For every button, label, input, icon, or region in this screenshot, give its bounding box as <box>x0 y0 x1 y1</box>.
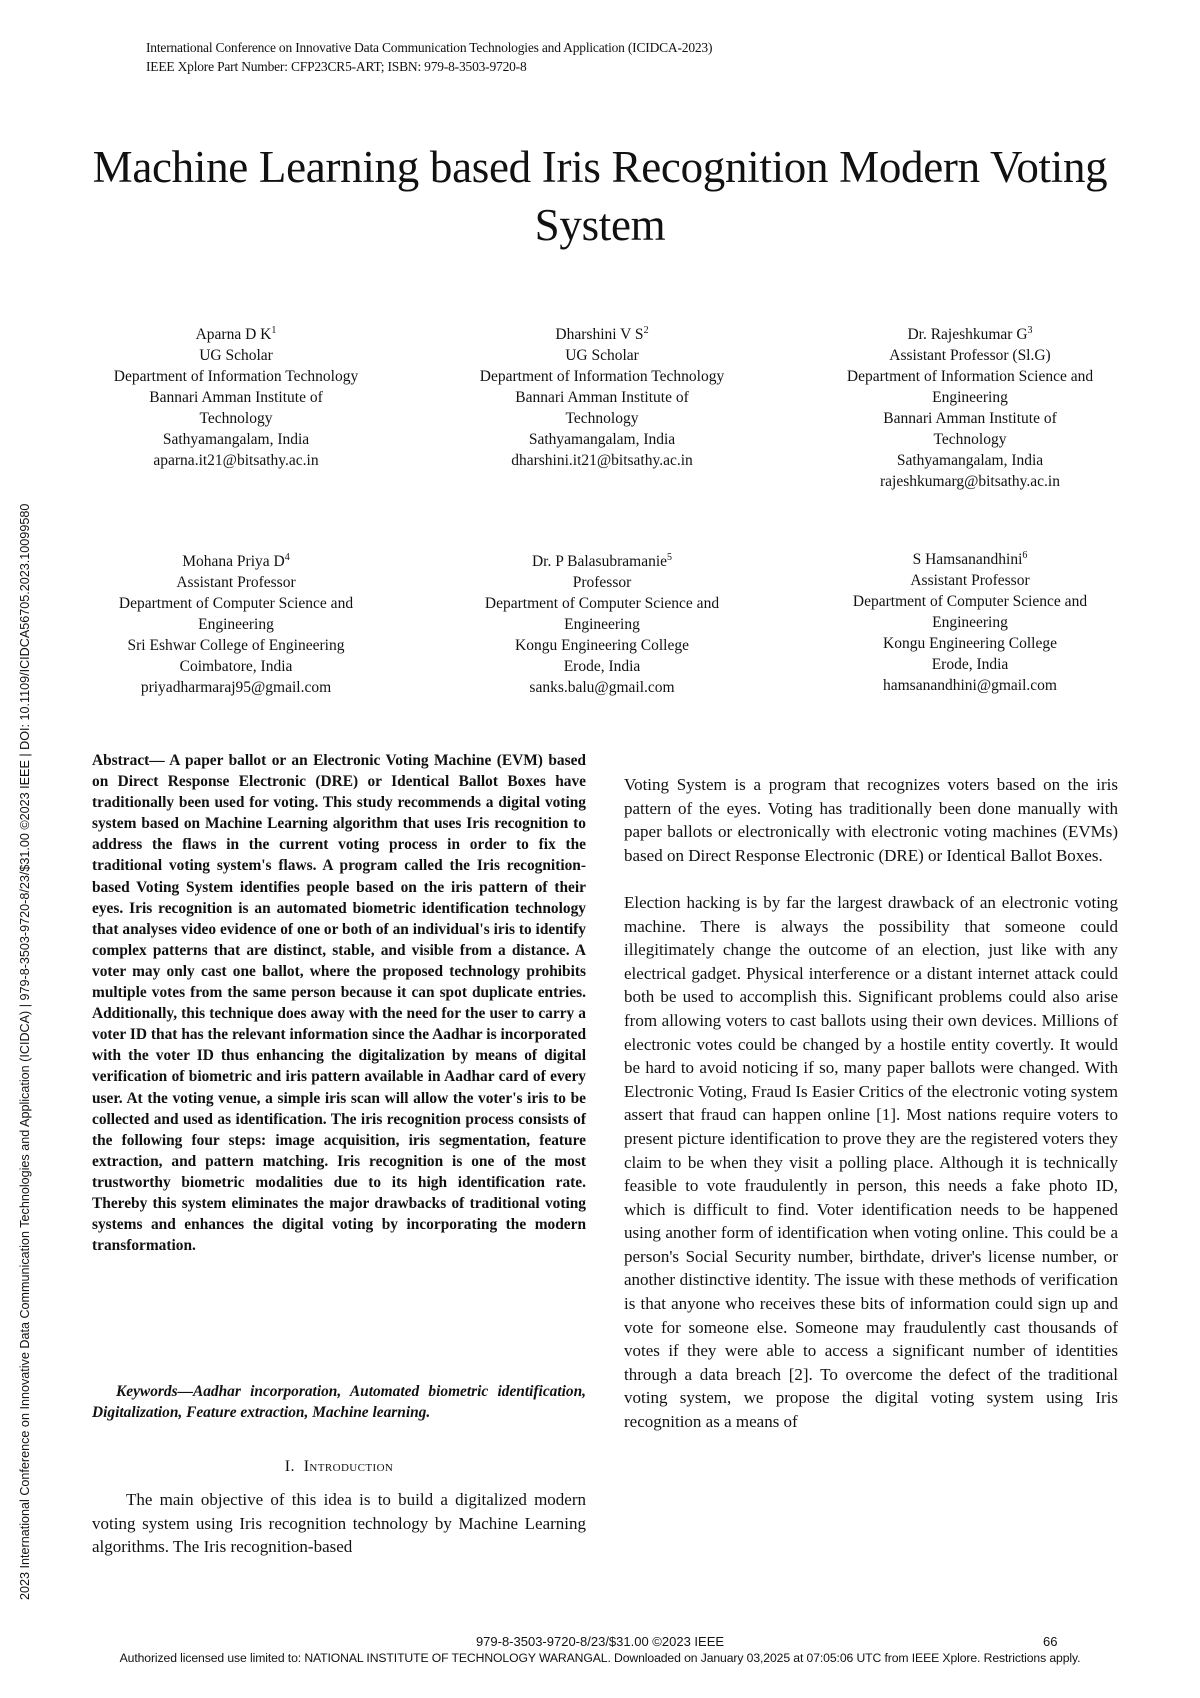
paper-title: Machine Learning based Iris Recognition Modern Voting System <box>92 142 1108 250</box>
author-line: Department of Information Technology <box>479 368 725 386</box>
author-block <box>442 547 762 698</box>
conference-header <box>146 38 712 76</box>
author-line: Technology <box>565 410 639 428</box>
header-line-2: IEEE Xplore Part Number: CFP23CR5-ART; ISBN: 979-8-3503-9720-8 <box>146 59 527 74</box>
author-line: Kongu Engineering College <box>883 635 1057 653</box>
author-line: Sathyamangalam, India <box>162 431 310 449</box>
author-name: S Hamsanandhini$^6$ <box>912 550 1028 569</box>
author-line: Department of Computer Science and <box>852 593 1088 611</box>
author-line: Department of Computer Science and <box>484 595 720 613</box>
intro-paragraph: The main objective of this idea is to build a digitalized modern voting system using Iris recognition technology by Machine Learning algorithms. The Iris recognition-based <box>92 1490 586 1556</box>
author-email: sanks.balu@gmail.com <box>529 679 675 697</box>
author-line: Engineering <box>198 616 274 634</box>
author-line: Sri Eshwar College of Engineering <box>127 637 345 655</box>
author-email: hamsanandhini@gmail.com <box>883 677 1057 695</box>
author-line: Sathyamangalam, India <box>896 452 1044 470</box>
author-line: Technology <box>199 410 273 428</box>
abstract: Abstract— A paper ballot or an Electronic Voting Machine (EVM) based on Direct Response Electronic (DRE) or Identical Ballot Boxes have traditionally been used for voting. This study recommends a digital voting system based on Machine Learning algorithm that uses Iris recognition to address the flaws in the current voting process in order to fix the traditional voting system's flaws. A program called the Iris recognition-based Voting System identifies people based on the iris pattern of their eyes. Iris recognition is an automated biometric identification technology that analyses video evidence of one or both of an individual's iris to identify complex patterns that are distinct, stable, and visible from a distance. A voter may only cast one ballot, where the proposed technology prohibits multiple votes from the same person because it can spot duplicate entries. Additionally, this technique does away with the need for the user to carry a voter ID that has the relevant information since the Aadhar is incorporated with the voter ID thus enhancing the digitalization by means of digital verification of biometric and iris pattern available in Aadhar card of every user. At the voting venue, a simple iris scan will allow the voter's iris to be collected and used as identification. The iris recognition process consists of the following four steps: image acquisition, iris segmentation, feature extraction, and pattern matching. Iris recognition is one of the most trustworthy biometric modalities due to its high identification rate. Thereby this system eliminates the major drawbacks of traditional voting systems and enhances the digital voting by incorporating the modern transformation. <box>92 752 586 1255</box>
author-line: Technology <box>933 431 1007 449</box>
author-line: Engineering <box>932 614 1008 632</box>
author-line: Department of Information Science and <box>846 368 1094 386</box>
author-block <box>810 320 1130 492</box>
author-line: Assistant Professor <box>910 572 1030 590</box>
author-line: Bannari Amman Institute of <box>883 410 1057 428</box>
author-line: Erode, India <box>931 656 1009 674</box>
author-email: rajeshkumarg@bitsathy.ac.in <box>880 473 1060 491</box>
section-title: Introduction <box>303 1458 394 1475</box>
keywords: Keywords—Aadhar incorporation, Automated biometric identification, Digitalization, Feature extraction, Machine learning. <box>92 1383 586 1422</box>
page-number: 66 <box>1043 1634 1058 1649</box>
author-block <box>76 320 396 471</box>
header-line-1: International Conference on Innovative Data Communication Technologies and Application (ICIDCA-2023) <box>146 40 713 55</box>
author-line: Bannari Amman Institute of <box>149 389 323 407</box>
author-line: Engineering <box>564 616 640 634</box>
section-heading <box>92 1458 586 1476</box>
body-paragraph: Voting System is a program that recognizes voters based on the iris pattern of the eyes. Voting has traditionally been done manually with paper ballots or electronically with electronic voting machines (EVMs) based on Direct Response Electronic (DRE) or Identical Ballot Boxes. <box>624 775 1118 865</box>
author-line: Professor <box>572 574 632 592</box>
author-line: Assistant Professor (Sl.G) <box>889 347 1051 365</box>
author-email: priyadharmaraj95@gmail.com <box>140 679 332 697</box>
author-block <box>810 545 1130 696</box>
side-doi-text: 2023 International Conference on Innovative Data Communication Technologies and Application (ICIDCA) | 979-8-3503-9720-8/23/$31.00 ©2023 IEEE | DOI: 10.1109/ICIDCA56705.2023.10099580 <box>18 503 32 1600</box>
author-name: Dharshini V $S^2$ <box>555 325 649 344</box>
body-paragraph: Election hacking is by far the largest drawback of an electronic voting machine. There is always the possibility that someone could illegitimately change the outcome of an election, just like with any electrical gadget. Physical interference or a distant internet attack could both be used to accomplish this. Significant problems could also arise from allowing voters to cast ballots using their own devices. Millions of electronic votes could be changed by a hostile entity covertly. It would be hard to avoid noticing if so, many paper ballots were changed. With Electronic Voting, Fraud Is Easier Critics of the electronic voting system assert that fraud can happen online [1]. Most nations require voters to present picture identification to prove they are the registered voters they claim to be when they visit a polling place. Although it is technically feasible to vote fraudulently in person, this needs a fake photo ID, which is difficult to find. Voter identification needs to be happened using another form of identification when voting online. This could be a person's Social Security number, birthdate, driver's license number, or another distinctive identity. The issue with these methods of verification is that anyone who receives these bits of information could sign up and vote for someone else. Someone may fraudulently cast thousands of votes if they were able to access a significant number of identities through a data breach [2]. To overcome the defect of the traditional voting system, we propose the digital voting system using Iris recognition as a means of <box>624 892 1118 1432</box>
right-column <box>624 773 1118 1434</box>
author-line: Coimbatore, India <box>179 658 293 676</box>
author-line: Engineering <box>932 389 1008 407</box>
author-name: Mohana Priya $D^4$ <box>182 552 290 571</box>
author-line: Erode, India <box>563 658 641 676</box>
section-number: I. <box>284 1458 295 1475</box>
author-line: Department of Information Technology <box>113 368 359 386</box>
author-line: UG Scholar <box>565 347 639 365</box>
author-block <box>76 547 396 698</box>
license-notice: Authorized licensed use limited to: NATIONAL INSTITUTE OF TECHNOLOGY WARANGAL. Downloaded on January 03,2025 at 07:05:06 UTC from IEEE Xplore. Restrictions apply. <box>119 1651 1081 1665</box>
author-email: aparna.it21@bitsathy.ac.in <box>153 452 319 470</box>
author-block <box>442 320 762 471</box>
author-name: Dr. Rajeshkumar $G^3$ <box>907 325 1033 344</box>
author-line: Assistant Professor <box>176 574 296 592</box>
author-email: dharshini.it21@bitsathy.ac.in <box>511 452 693 470</box>
author-name: Aparna D $K^1$ <box>195 325 277 344</box>
author-line: Bannari Amman Institute of <box>515 389 689 407</box>
author-line: Kongu Engineering College <box>515 637 689 655</box>
footer-copyright: 979-8-3503-9720-8/23/$31.00 ©2023 IEEE <box>475 1634 725 1649</box>
side-doi-banner <box>8 300 32 1600</box>
author-line: Department of Computer Science and <box>118 595 354 613</box>
author-line: Sathyamangalam, India <box>528 431 676 449</box>
author-name: Dr. P Balasubramanie$^5$ <box>531 552 673 571</box>
author-line: UG Scholar <box>199 347 273 365</box>
